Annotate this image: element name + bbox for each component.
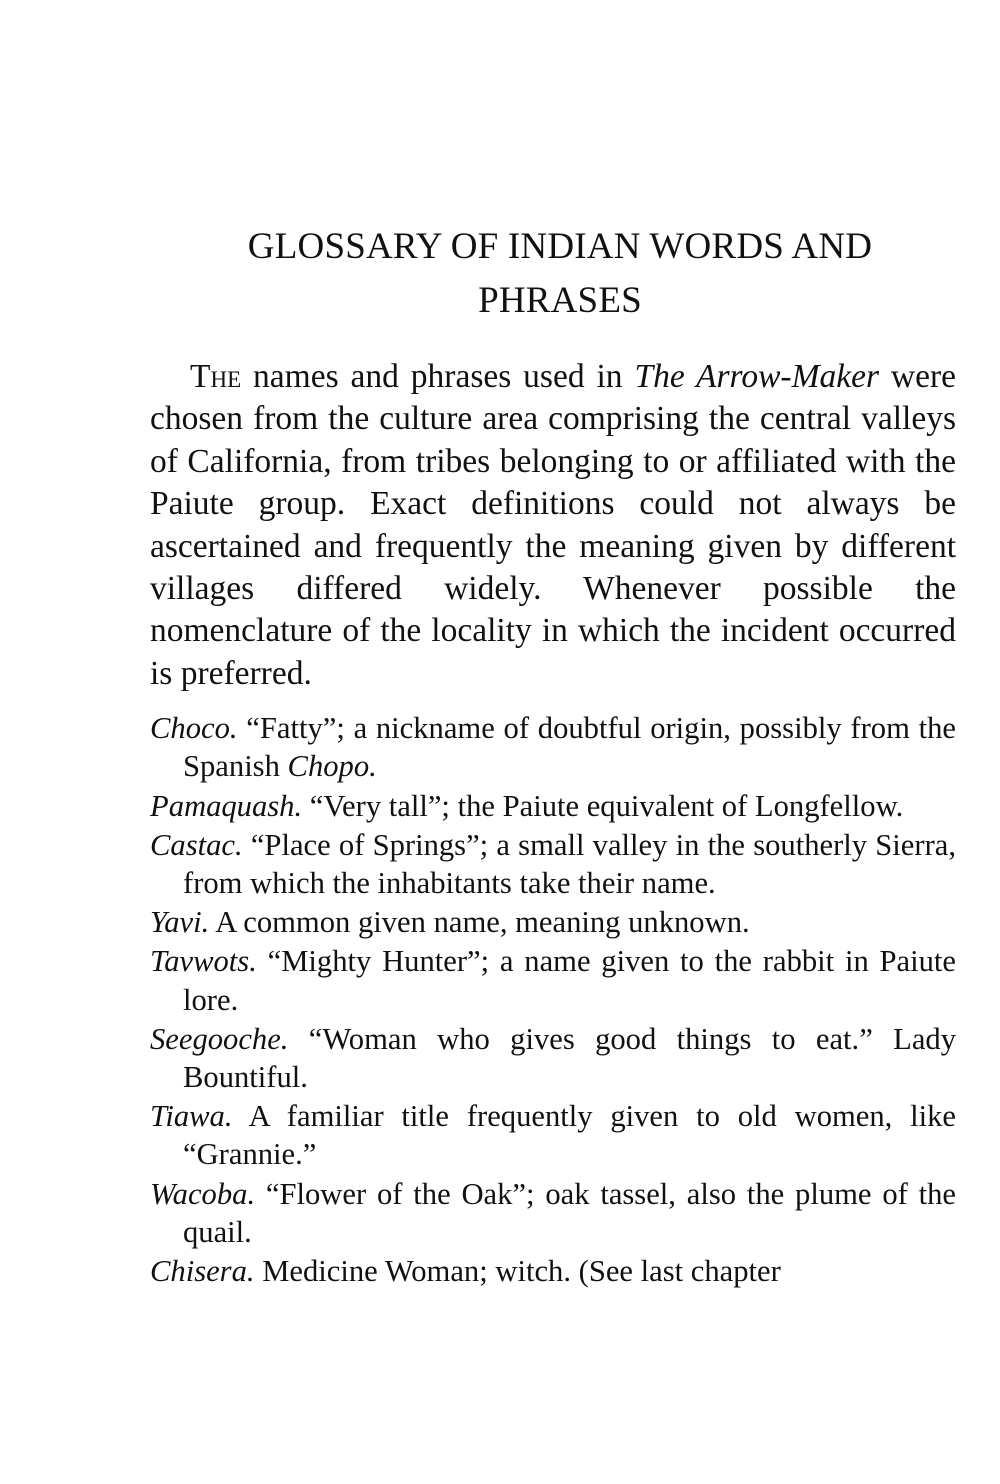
entry-definition: A common given name, meaning unknown. <box>209 905 750 940</box>
entry-term: Seegooche. <box>150 1021 289 1056</box>
intro-lead-word: The <box>190 358 242 395</box>
entry-term: Chisera. <box>150 1254 255 1289</box>
entry-definition: “Place of Springs”; a small valley in the southerly Sierra, from which the inhabitants take their name. <box>183 827 956 901</box>
entry-definition: “Very tall”; the Paiute equivalent of Longfellow. <box>302 788 904 823</box>
entry-term: Wacoba. <box>150 1176 256 1211</box>
entry-term: Yavi. <box>150 905 210 940</box>
entry-definition: “Mighty Hunter”; a name given to the rabbit in Paiute lore. <box>183 944 956 1017</box>
entry-term: Castac. <box>150 827 243 862</box>
entry-term: Choco. <box>150 711 238 746</box>
entry-definition: “Fatty”; a nickname of doubtful origin, possibly from the Spanish <box>183 711 956 784</box>
entry-term: Pamaquash. <box>150 788 303 823</box>
entry-term: Tavwots. <box>150 944 257 979</box>
glossary-entry-chisera <box>150 1252 956 1290</box>
intro-text-1: names and phrases used in <box>241 358 635 395</box>
glossary-entry-wacoba <box>150 1175 956 1251</box>
entry-definition: “Woman who gives good things to eat.” Lady Bountiful. <box>183 1021 956 1095</box>
glossary-entries <box>150 709 956 1290</box>
glossary-title: GLOSSARY OF INDIAN WORDS AND PHRASES <box>247 226 873 321</box>
entry-definition: “Flower of the Oak”; oak tassel, also the plume of the quail. <box>183 1176 956 1249</box>
glossary-entry-yavi <box>150 903 956 941</box>
glossary-entry-tiawa <box>150 1097 956 1173</box>
glossary-entry-choco <box>150 709 956 785</box>
intro-paragraph <box>150 356 956 695</box>
glossary-entry-tavwots <box>150 942 956 1018</box>
entry-term: Tiawa. <box>150 1099 233 1134</box>
intro-book-title: The Arrow-Maker <box>634 358 879 395</box>
intro-text-2: were chosen from the culture area comprising the central valleys of California, from tribes belonging to or affiliated with the Paiute group. Exact definitions could not always be ascertained and frequently the meaning given by different villages differed widely. Whenever possible the nomenclature of the locality in which the incident occurred is preferred. <box>150 358 956 692</box>
entry-definition-italic: Chopo. <box>287 749 377 784</box>
entry-definition: A familiar title frequently given to old women, like “Grannie.” <box>183 1099 956 1172</box>
book-page <box>150 220 956 1291</box>
glossary-entry-pamaquash <box>150 787 956 825</box>
glossary-entry-seegooche <box>150 1020 956 1096</box>
entry-definition: Medicine Woman; witch. (See last chapter <box>254 1254 781 1289</box>
glossary-entry-castac <box>150 826 956 902</box>
